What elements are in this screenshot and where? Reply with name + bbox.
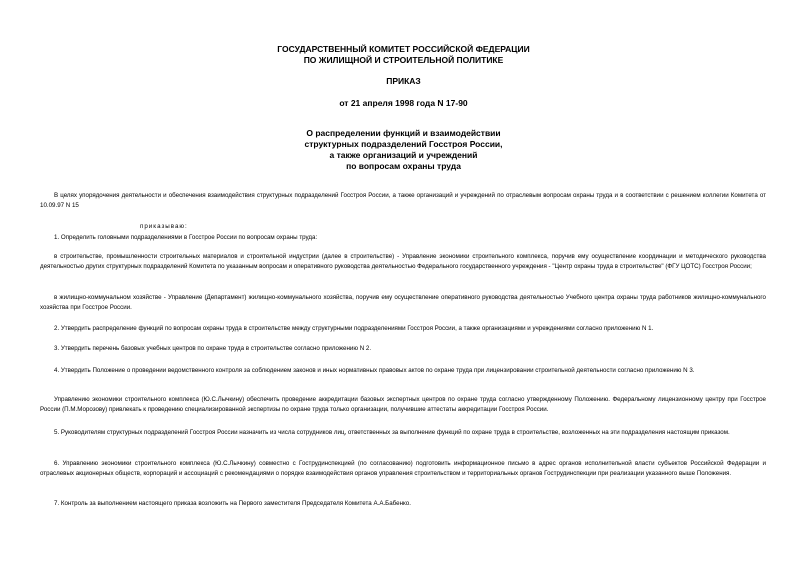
paragraph-4: 4. Утвердить Положение о проведении ведомственного контроля за соблюдением законов и иных нормативных правовых актов по охране труда при лицензировании строительной деятельности согласно приложению N 3. xyxy=(54,367,695,374)
paragraph-3: 3. Утвердить перечень базовых учебных центров по охране труда в строительстве согласно приложению N 2. xyxy=(54,345,372,352)
paragraph-7: 7. Контроль за выполнением настоящего приказа возложить на Первого заместителя Председателя Комитета А.А.Бабенко. xyxy=(54,500,411,507)
paragraph-1: 1. Определить головными подразделениями в Госстрое России по вопросам охраны труда: xyxy=(54,234,318,241)
paragraph-4a: Управлению экономики строительного комплекса (Ю.С.Лычкину) обеспечить проведение аккредитации базовых экспертных центров по охране труда согласно утвержденному Положению. Федеральному лицензионному центру при Госстрое России (П.М.Морозову) привлекать к проведению специализированной экспертизы по охране труда только организации, получившие аттестаты аккредитации Госстроя России. xyxy=(40,396,766,413)
paragraph-6: 6. Управлению экономики строительного комплекса (Ю.С.Лычкину) совместно с Гострудинспекцией (по согласованию) подготовить информационное письмо в адрес органов исполнительной власти субъектов Российской Федерации и отраслевых акционерных обществ, корпораций и ассоциаций с рекомендациями о порядке взаимодействия органов управления строительством и территориальных органов Гострудинспекции при реализации указанного выше Положения. xyxy=(40,460,766,477)
document-type: ПРИКАЗ xyxy=(386,76,421,86)
org-name-line-2: ПО ЖИЛИЩНОЙ И СТРОИТЕЛЬНОЙ ПОЛИТИКЕ xyxy=(303,55,504,65)
document-title xyxy=(0,128,807,172)
title-line: по вопросам охраны труда xyxy=(346,161,461,171)
paragraph-1a: в строительстве, промышленности строительных материалов и строительной индустрии (далее в строительстве) - Управление экономики строительного комплекса, поручив ему осуществление координации и методического руководства деятельностью других структурных подразделений Комитета по указанным вопросам и оперативного руководства деятельностью Федерального государственного учреждения - "Центр охраны труда в строительстве" (ФГУ ЦОТС) Госстроя России; xyxy=(40,253,766,270)
paragraph-1b: в жилищно-коммунальном хозяйстве - Управление (Департамент) жилищно-коммунального хозяйства, поручив ему осуществление оперативного руководства деятельностью Учебного центра охраны труда работников жилищно-коммунального хозяйства при Госстрое России. xyxy=(40,294,766,311)
title-line: О распределении функций и взаимодействии xyxy=(306,128,501,138)
paragraph-2: 2. Утвердить распределение функций по вопросам охраны труда в строительстве между структурными подразделениями Госстроя России, а также организациями и учреждениями согласно приложению N 1. xyxy=(54,325,654,332)
title-line: структурных подразделений Госстроя России, xyxy=(304,139,503,149)
org-name-line-1: ГОСУДАРСТВЕННЫЙ КОМИТЕТ РОССИЙСКОЙ ФЕДЕРАЦИИ xyxy=(277,44,530,54)
document-date-number: от 21 апреля 1998 года N 17-90 xyxy=(339,98,468,108)
preamble-paragraph: В целях упорядочения деятельности и обеспечения взаимодействия структурных подразделений Госстроя России, а также организаций и учреждений по отраслевым вопросам охраны труда и в соответствии с решением коллегии Комитета от 10.09.97 N 15 xyxy=(40,192,766,209)
paragraph-5: 5. Руководителям структурных подразделений Госстроя России назначить из числа сотрудников лиц, ответственных за выполнение функций по охране труда в строительстве, возложенных на эти подразделения настоящим приказом. xyxy=(54,429,730,436)
ordered-word: приказываю: xyxy=(140,223,188,230)
title-line: а также организаций и учреждений xyxy=(329,150,478,160)
